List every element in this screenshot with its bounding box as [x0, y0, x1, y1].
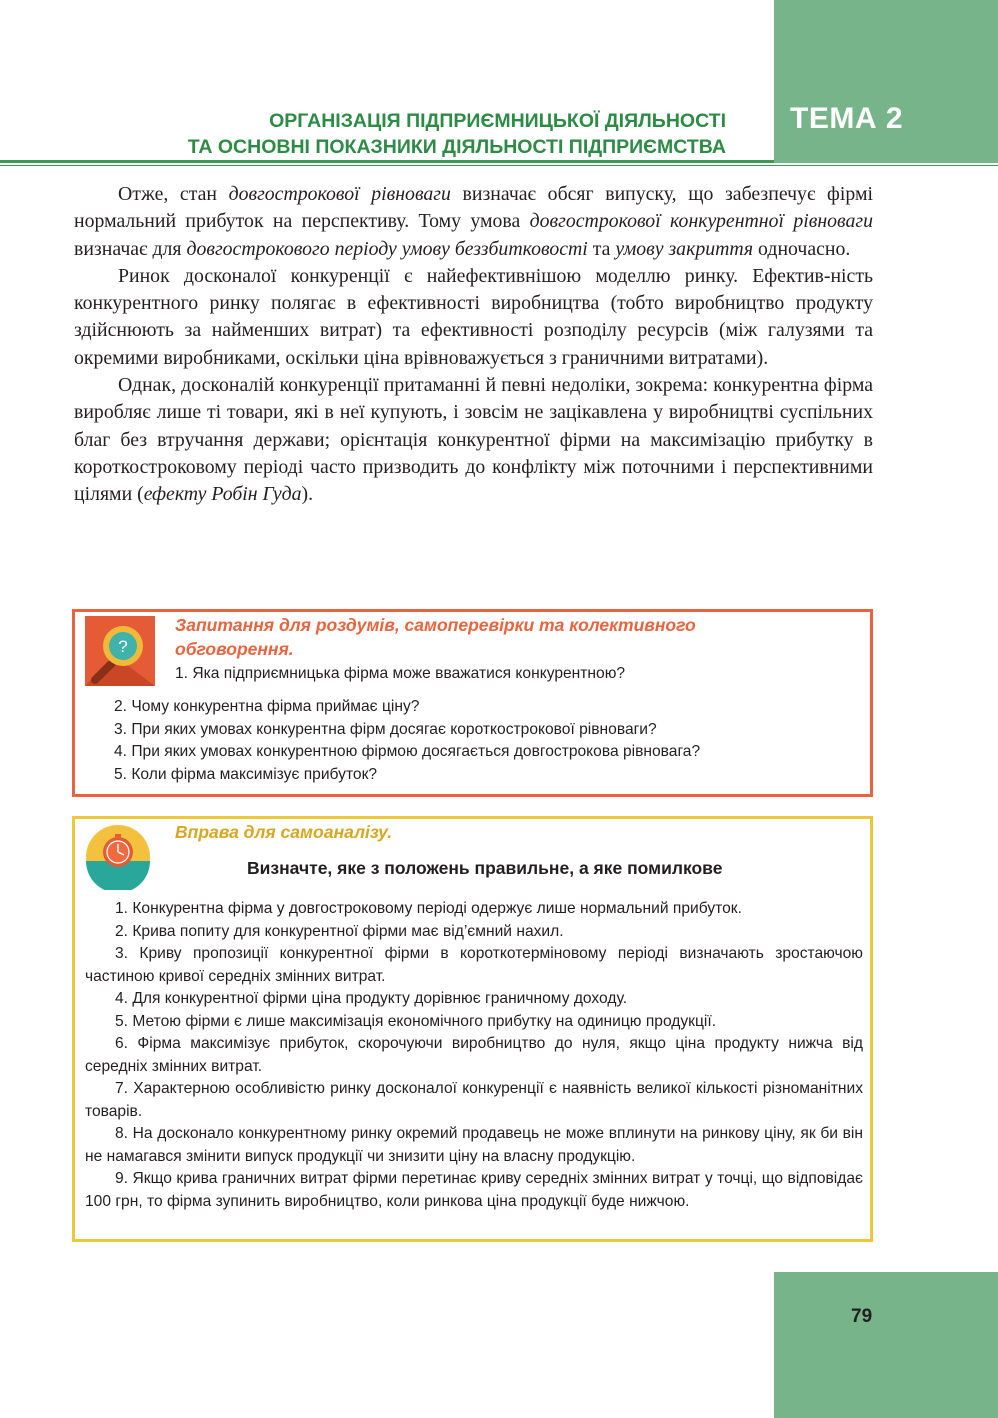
- header-title-line-2: ТА ОСНОВНІ ПОКАЗНИКИ ДІЯЛЬНОСТІ ПІДПРИЄМСТВА: [187, 136, 726, 158]
- statement-item-9: 9. Якщо крива граничних витрат фірми перетинає криву середніх змінних витрат у точці, що відповідає 100 грн, то фірма зупинить виробництво, коли ринкова ціна продукції буде нижчою.: [85, 1170, 863, 1210]
- exercise-heading: Вправа для самоаналізу.: [175, 822, 393, 842]
- questions-heading-line-1: Запитання для роздумів, самоперевірки та колективного: [175, 615, 696, 635]
- question-item-1: 1. Яка підприємницька фірма може вважатися конкурентною?: [175, 665, 626, 682]
- statement-item-6: 6. Фірма максимізує прибуток, скорочуючи виробництво до нуля, якщо ціна продукту нижча від середніх змінних витрат.: [85, 1035, 863, 1075]
- questions-heading-line-2: обговорення.: [175, 639, 294, 659]
- term-long-run-equilibrium: довгострокової рівноваги: [228, 183, 451, 205]
- exercise-box: [72, 816, 873, 1242]
- term-long-run-competitive-equilibrium: довгострокової конкурентної рівноваги: [529, 210, 873, 233]
- statement-item-3: 3. Криву пропозиції конкурентної фірми в короткотерміновому періоді визначають зростаючою частиною кривої середніх змінних витрат.: [85, 945, 863, 985]
- statements-list: [85, 898, 863, 1213]
- question-item-5: 5. Коли фірма максимізує прибуток?: [114, 765, 378, 783]
- question-item-4: 4. При яких умовах конкурентною фірмою досягається довгострокова рівновага?: [114, 743, 701, 760]
- questions-heading: [175, 613, 696, 661]
- question-item-3: 3. При яких умовах конкурентна фірм досягає короткострокової рівноваги?: [114, 720, 657, 738]
- statement-item-4: 4. Для конкурентної фірми ціна продукту дорівнює граничному доходу.: [115, 990, 628, 1007]
- page-number: 79: [851, 1306, 873, 1327]
- page-number-tab: [774, 1272, 998, 1418]
- paragraph-1-text: та: [587, 237, 616, 260]
- header-title-line-1: ОРГАНІЗАЦІЯ ПІДПРИЄМНИЦЬКОЇ ДІЯЛЬНОСТІ: [269, 110, 726, 132]
- statement-item-5: 5. Метою фірми є лише максимізація економічного прибутку на одиницю продукції.: [115, 1012, 717, 1030]
- questions-box: [72, 609, 873, 797]
- clock-icon: [85, 824, 151, 890]
- exercise-subheading: Визначте, яке з положень правильне, а яке помилкове: [247, 858, 723, 878]
- paragraph-1-text: Отже, стан: [118, 183, 229, 205]
- question-item-2: 2. Чому конкурентна фірма приймає ціну?: [114, 698, 420, 715]
- statement-item-8: 8. На досконало конкурентному ринку окремий продавець не може вплинути на ринкову ціну, як би він не намагався змінити випуск продукції чи знизити ціну на власну продукцію.: [85, 1125, 863, 1165]
- term-break-even: довгострокового періоду умову беззбитковості: [186, 237, 588, 260]
- paragraph-1-text: одночасно.: [753, 237, 851, 260]
- paragraph-3-text: ).: [301, 483, 314, 506]
- statement-item-1: 1. Конкурентна фірма у довгостроковому періоді одержує лише нормальний прибуток.: [115, 900, 742, 917]
- questions-list: [114, 696, 854, 786]
- header-rule-thin: [0, 165, 998, 166]
- header-rule-thick: [0, 160, 774, 163]
- paragraph-1-text: визначає обсяг випуску, що забезпечує фірмі нормальний прибуток на перспективу. Тому умова: [74, 183, 873, 233]
- paragraph-3: [74, 372, 873, 508]
- term-shutdown: умову закриття: [615, 237, 754, 260]
- chapter-tab-label: ТЕМА 2: [790, 102, 904, 135]
- paragraph-1: [74, 181, 873, 263]
- paragraph-1-text: визначає для: [74, 237, 187, 260]
- statement-item-2: 2. Крива попиту для конкурентної фірми має від’ємний нахил.: [115, 922, 564, 940]
- paragraph-3-text: Однак, досконалій конкуренції притаманні й певні недоліки, зокрема: конкурентна фірма виробляє лише ті товари, які в неї купують, і зовсім не зацікавлена у виробництві суспільних благ без втручання держави; орієнтація конкурентної фірми на максимізацію прибутку в короткостроковому періоді часто призводить до конфлікту між поточними і перспективними цілями (: [74, 374, 873, 506]
- body-text: [74, 181, 873, 509]
- paragraph-2: Ринок досконалої конкуренції є найефективнішою моделлю ринку. Ефектив-ність конкурентного ринку полягає в ефективності виробництва (тобто виробництво продукту здійснюють за найменших витрат) та ефективності розподілу ресурсів (між галузями та окремими виробниками, оскільки ціна врівноважується з граничними витратами).: [74, 264, 873, 369]
- magnifier-question-icon: [85, 616, 155, 686]
- term-robin-hood-effect: ефекту Робін Гуда: [143, 483, 302, 506]
- chapter-tab: [774, 0, 998, 163]
- page-header-title: [60, 108, 726, 160]
- statement-item-7: 7. Характерною особливістю ринку досконалої конкуренції є наявність великої кількості різноманітних товарів.: [85, 1080, 863, 1120]
- svg-text:?: ?: [118, 637, 128, 656]
